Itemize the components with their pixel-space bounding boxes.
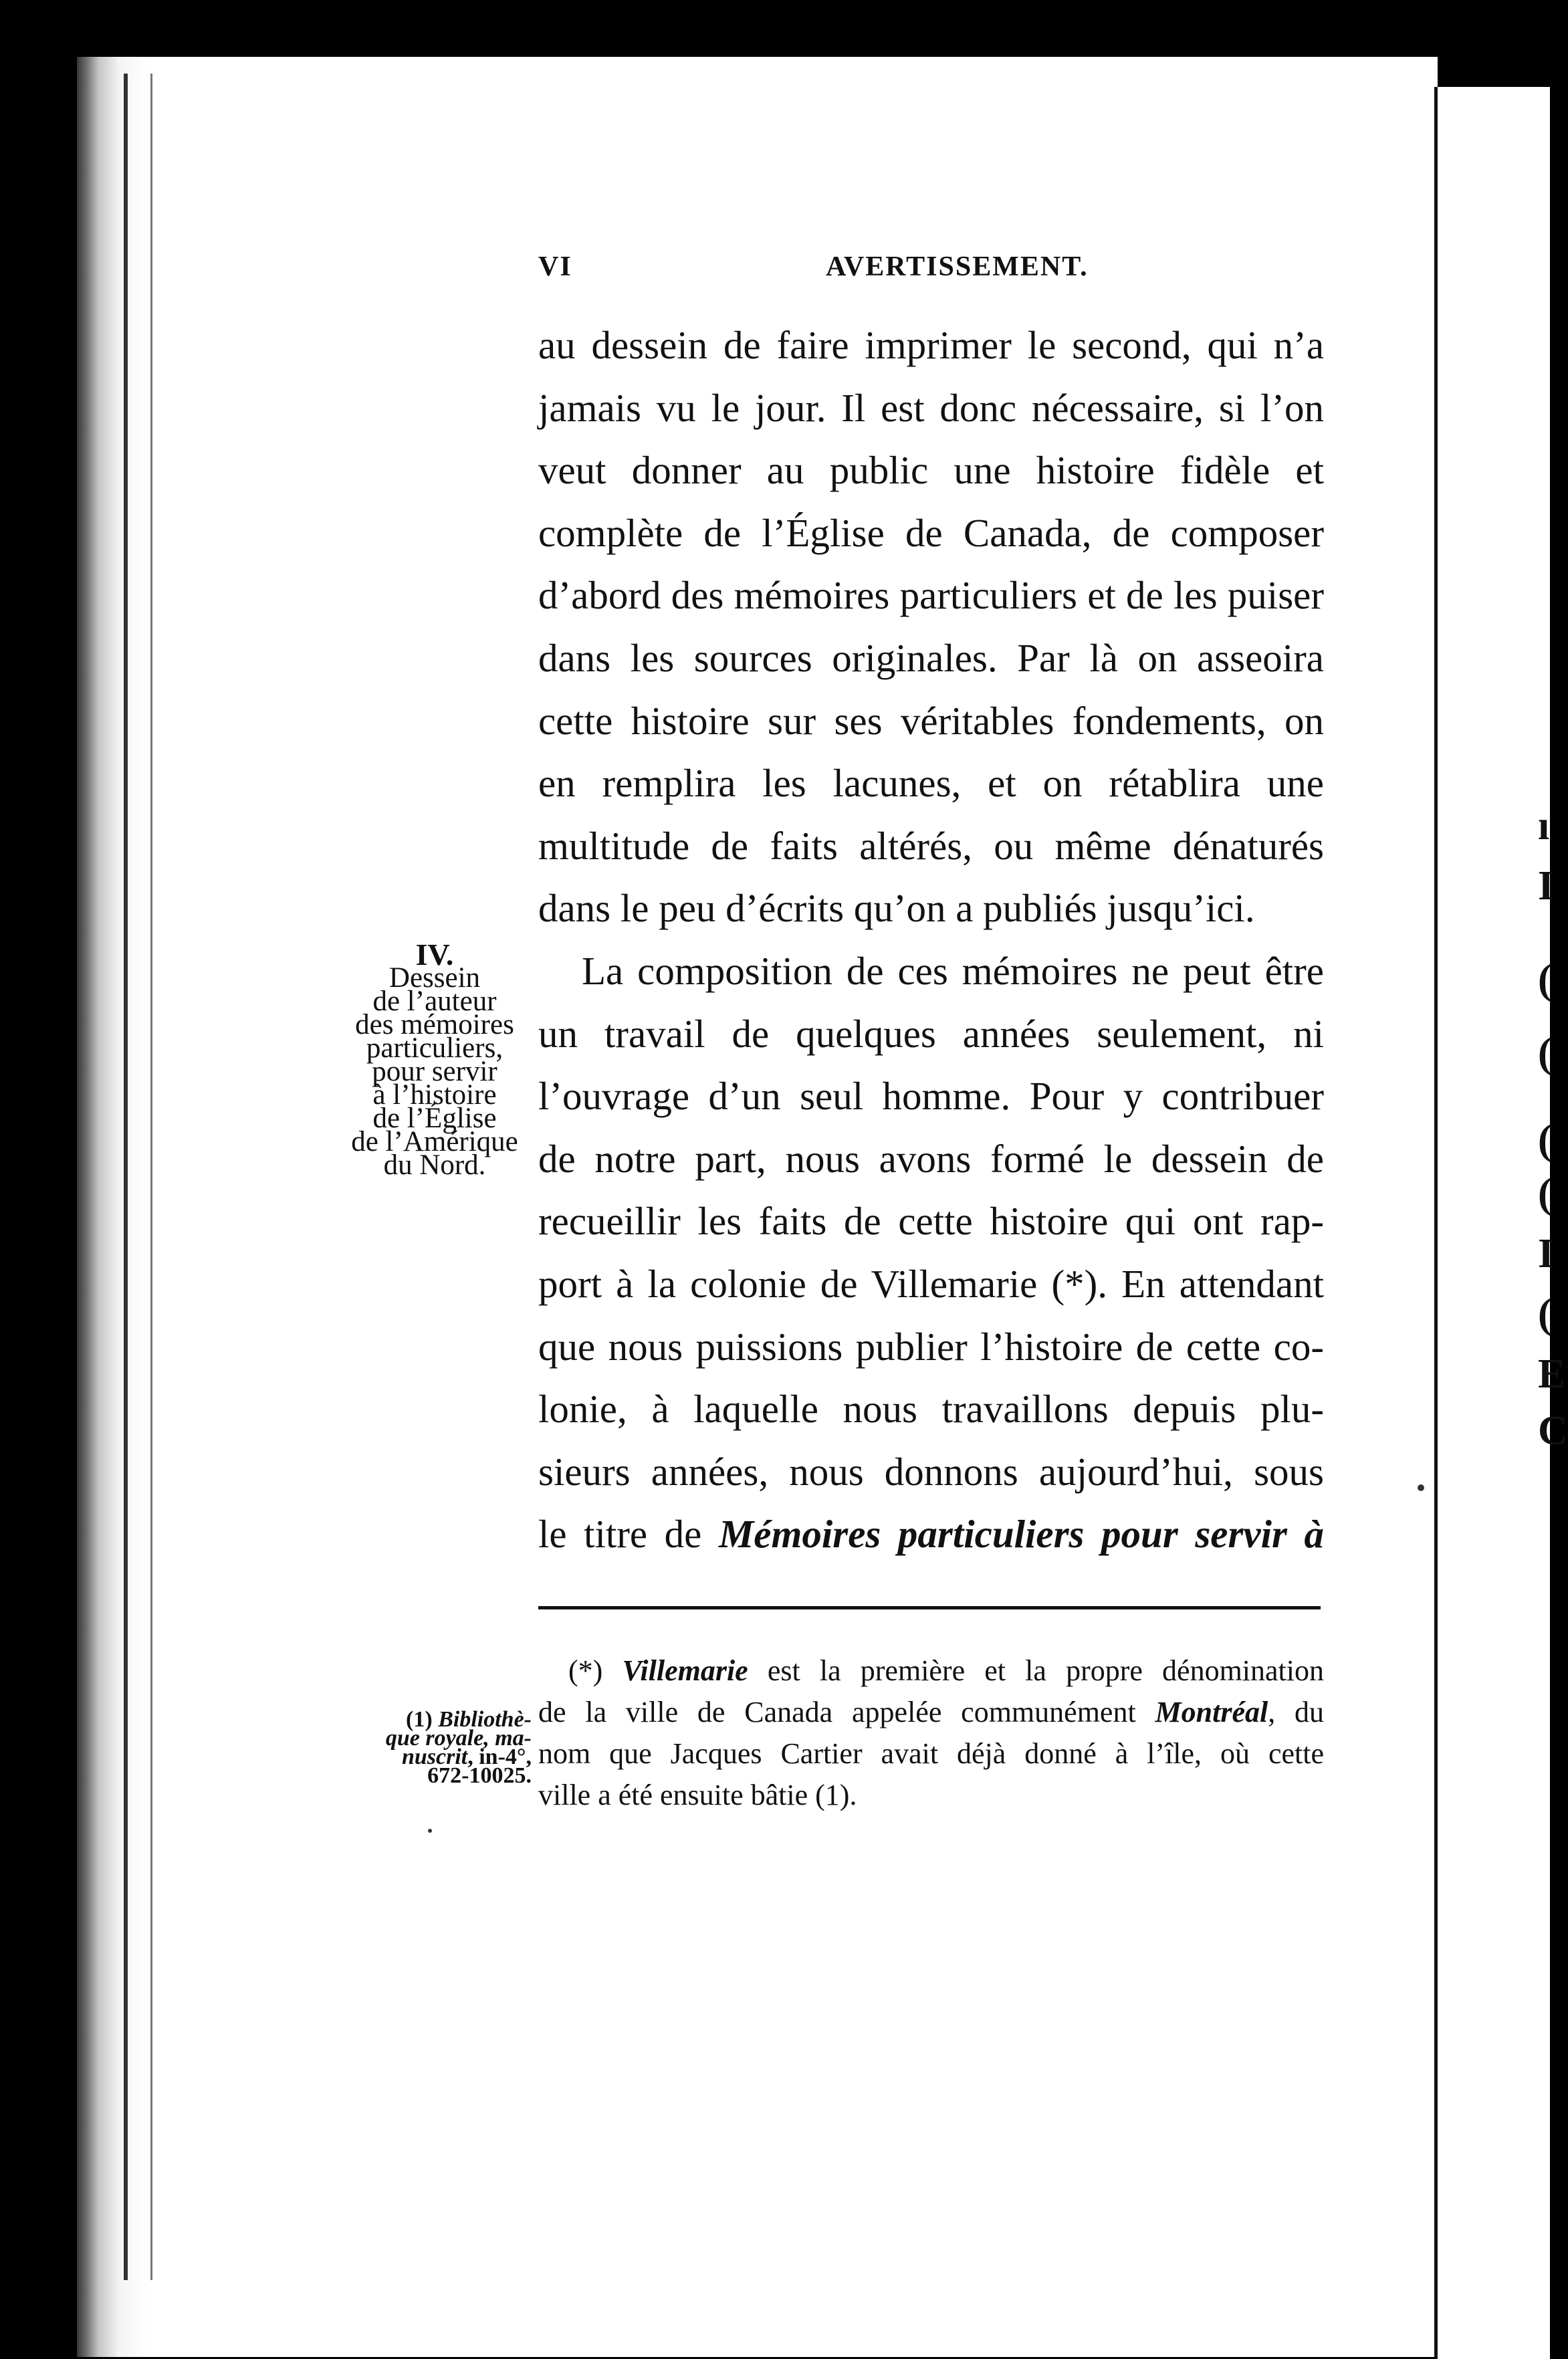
next-page-fragment: ( xyxy=(1538,1171,1552,1216)
sidenote-line: Dessein xyxy=(388,962,481,994)
ink-speck xyxy=(1418,1484,1424,1491)
body-line: en remplira les lacunes, et on rétablira une xyxy=(538,761,1324,806)
footnote xyxy=(538,1650,1324,1816)
body-line: au dessein de faire imprimer le second, qui n’a xyxy=(538,323,1324,367)
footnote-line: ville a été ensuite bâtie (1). xyxy=(538,1779,857,1811)
footnote-marker: (*) xyxy=(568,1654,603,1687)
body-line: un travail de quelques années seulement, ni xyxy=(538,1011,1324,1056)
footnote-rule xyxy=(538,1606,1321,1609)
body-line: de notre part, nous avons formé le dessein de xyxy=(538,1136,1324,1181)
next-page-fragment: I xyxy=(1538,863,1555,909)
body-line: sieurs années, nous donnons aujourd’hui, sous xyxy=(538,1449,1324,1494)
marginal-ref-text: 672-10025. xyxy=(427,1763,532,1788)
next-page-fragment: ( xyxy=(1538,1117,1552,1163)
sidenote-line: de l’Église xyxy=(372,1103,497,1134)
sidenote-line: de l’Amérique xyxy=(351,1126,518,1157)
page-gutter-shadow xyxy=(77,57,197,2357)
running-title: AVERTISSEMENT. xyxy=(826,251,1089,282)
body-line-last xyxy=(538,1503,1324,1566)
marginal-reference xyxy=(331,1707,532,1788)
footnote-line xyxy=(538,1650,1324,1692)
body-line: multitude de faits altérés, ou même dénaturés xyxy=(538,823,1324,868)
body-line: l’ouvrage d’un seul homme. Pour y contribuer xyxy=(538,1074,1324,1119)
page-number: VI xyxy=(538,251,572,282)
footnote-line xyxy=(538,1692,1324,1733)
sidenote-line: à l’histoire xyxy=(372,1079,497,1111)
running-head xyxy=(538,251,1324,291)
sidenote-line: du Nord. xyxy=(383,1149,486,1181)
footnote-line: nom que Jacques Cartier avait déjà donné à l’île, où cette xyxy=(538,1737,1324,1770)
footnote-italic: Villemarie xyxy=(622,1654,748,1687)
next-page-fragment: ( xyxy=(1538,957,1552,1002)
sidenote-line: de l’auteur xyxy=(372,986,497,1017)
binding-line xyxy=(150,74,152,2280)
body-line: d’abord des mémoires particuliers et de les puiser xyxy=(538,573,1324,618)
next-page-fragment: ı xyxy=(1538,803,1550,849)
marginal-ref-number: (1) xyxy=(406,1707,433,1732)
margin-sidenote xyxy=(334,937,535,1181)
body-line: que nous puissions publier l’histoire de cette co- xyxy=(538,1324,1324,1369)
next-page-fragment: C xyxy=(1538,1408,1568,1454)
marginal-ref-italic: que royale, ma- xyxy=(385,1726,532,1751)
next-page-strip xyxy=(1438,87,1568,2359)
body-line: cette histoire sur ses véritables fondements, on xyxy=(538,698,1324,743)
sidenote-line: pour servir xyxy=(372,1056,497,1087)
body-line: jamais vu le jour. Il est donc nécessaire, si l’on xyxy=(538,385,1324,430)
body-line: recueillir les faits de cette histoire qui ont rap- xyxy=(538,1199,1324,1244)
body-line: lonie, à laquelle nous travaillons depuis plu- xyxy=(538,1387,1324,1432)
footnote-text: est la première et la propre dénomination xyxy=(767,1654,1325,1687)
body-line: complète de l’Église de Canada, de composer xyxy=(538,510,1324,555)
sidenote-number: IV. xyxy=(415,937,454,972)
body-line-text: le titre de xyxy=(538,1512,702,1557)
footnote-text: de la ville de Canada appelée communément xyxy=(538,1696,1136,1728)
body-line: La composition de ces mémoires ne peut être xyxy=(582,948,1324,993)
marginal-ref-line xyxy=(331,1763,532,1788)
sidenote-line: des mémoires xyxy=(355,1009,514,1040)
next-page-fragment: ( xyxy=(1538,1030,1552,1076)
body-line: dans les sources originales. Par là on asseoira xyxy=(538,635,1324,680)
ink-speck xyxy=(428,1829,432,1833)
footnote-italic: Montréal xyxy=(1155,1696,1268,1728)
book-title-italic: Mémoires particuliers pour servir à xyxy=(718,1512,1324,1557)
next-page-fragment: E xyxy=(1538,1351,1566,1397)
body-text xyxy=(538,314,1324,1566)
body-line: port à la colonie de Villemarie (*). En attendant xyxy=(538,1261,1324,1306)
marginal-ref-italic: Bibliothè- xyxy=(438,1707,532,1732)
marginal-ref-text: , in-4°, xyxy=(467,1745,532,1769)
binding-line xyxy=(124,74,128,2280)
footnote-text: , du xyxy=(1268,1696,1325,1728)
body-line: dans le peu d’écrits qu’on a publiés jusqu’ici. xyxy=(538,886,1255,931)
marginal-ref-italic: nuscrit xyxy=(401,1745,468,1769)
body-line: veut donner au public une histoire fidèle et xyxy=(538,448,1324,493)
next-page-fragment: I xyxy=(1538,1231,1555,1276)
sidenote-line: particuliers, xyxy=(366,1032,503,1064)
next-page-fragment: ( xyxy=(1538,1291,1552,1337)
